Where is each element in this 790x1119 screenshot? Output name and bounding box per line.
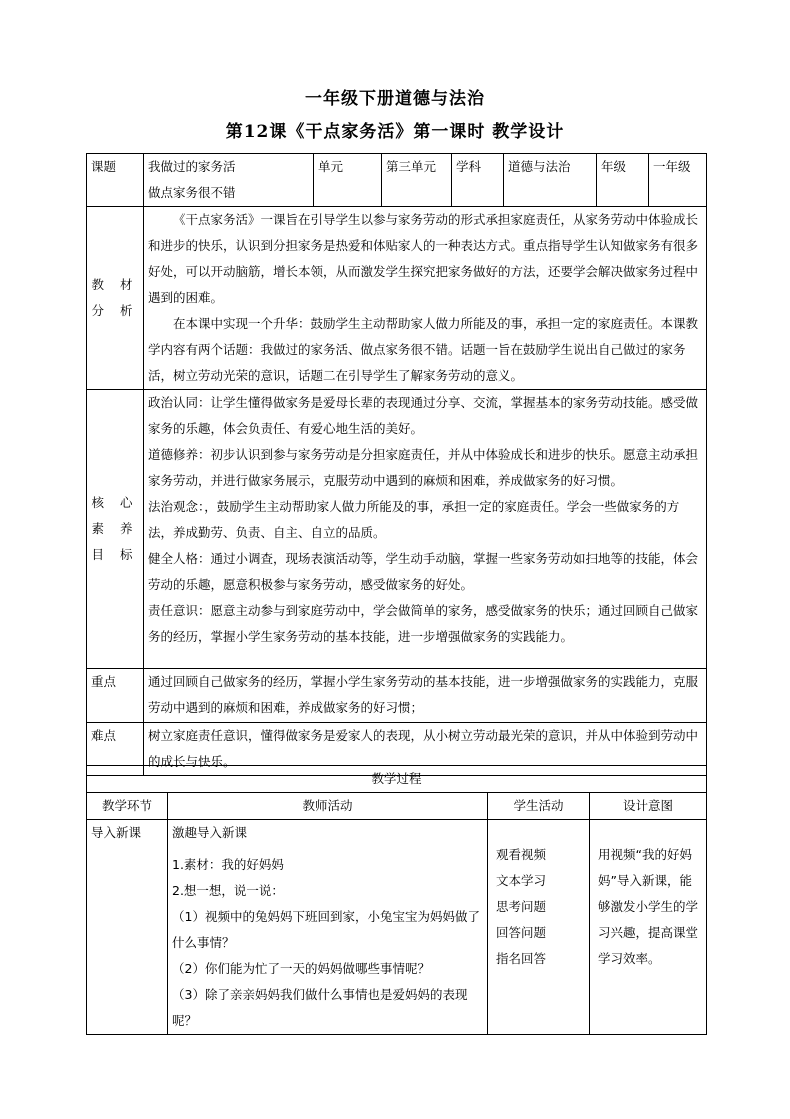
literacy-item: 健全人格：通过小调查，现场表演活动等，学生动手动脑，掌握一些家务劳动如扫地等的技能，体会劳动的乐趣，愿意积极参与家务劳动，感受做家务的好处。 (148, 551, 699, 592)
analysis-label (87, 207, 144, 390)
student-activity-line: 观看视频 (496, 847, 547, 862)
unit-value: 第三单元 (382, 154, 452, 207)
unit-label: 单元 (314, 154, 382, 207)
teacher-activity-line: （2）你们能为忙了一天的妈妈做哪些事情呢？ (172, 961, 430, 976)
design-intent-text: 用视频“我的好妈妈”导入新课，能够激发小学生的学习兴趣，提高课堂学习效率。 (598, 847, 699, 966)
analysis-row (87, 207, 707, 390)
analysis-label-2: 分 析 (91, 303, 139, 318)
literacy-label (87, 390, 144, 669)
literacy-label-2: 素 养 (91, 521, 139, 536)
topic-value (144, 154, 314, 207)
column-header-stage: 教学环节 (87, 793, 168, 820)
teaching-process-table (86, 765, 707, 1035)
key-point-text: 通过回顾自己做家务的经历，掌握小学生家务劳动的基本技能，进一步增强做家务的实践能力，克服劳动中遇到的麻烦和困难，养成做家务的好习惯； (144, 669, 707, 723)
analysis-paragraph-2: 在本课中实现一个升华：鼓励学生主动帮助家人做力所能及的事，承担一定的家庭责任。本课教学内容有两个话题：我做过的家务活、做点家务很不错。话题一旨在鼓励学生说出自己做过的家务活，树立劳动光荣的意识，话题二在引导学生了解家务劳动的意义。 (148, 316, 699, 383)
column-header-intent: 设计意图 (590, 793, 707, 820)
teacher-activity-title: 激趣导入新课 (172, 825, 248, 840)
info-row (87, 154, 707, 207)
difficulty-label: 难点 (87, 723, 144, 776)
teacher-activity-line: （3）除了亲亲妈妈我们做什么事情也是爱妈妈的表现呢？ (172, 987, 468, 1028)
student-activity-line: 思考问题 (496, 899, 547, 914)
key-point-label: 重点 (87, 669, 144, 723)
student-activity-cell (488, 820, 590, 1035)
subject-label: 学科 (452, 154, 504, 207)
process-header-row (87, 793, 707, 820)
topic-line-1: 我做过的家务活 (148, 159, 236, 174)
teacher-activity-line: 2.想一想，说一说： (172, 883, 284, 898)
column-header-teacher: 教师活动 (168, 793, 488, 820)
topic-line-2: 做点家务很不错 (148, 185, 236, 200)
key-point-row (87, 669, 707, 723)
literacy-item: 政治认同：让学生懂得做家务是爱母长辈的表现通过分享、交流，掌握基本的家务劳动技能。感受做家务的乐趣，体会负责任、有爱心地生活的美好。 (148, 395, 699, 436)
literacy-item: 道德修养：初步认识到参与家务劳动是分担家庭责任，并从中体验成长和进步的快乐。愿意主动承担家务劳动，并进行做家务展示，克服劳动中遇到的麻烦和困难，养成做家务的好习惯。 (148, 447, 699, 488)
teacher-activity-cell (168, 820, 488, 1035)
column-header-student: 学生活动 (488, 793, 590, 820)
literacy-row (87, 390, 707, 669)
literacy-item: 责任意识：愿意主动参与到家庭劳动中，学会做简单的家务，感受做家务的快乐；通过回顾自己做家务的经历，掌握小学生家务劳动的基本技能，进一步增强做家务的实践能力。 (148, 603, 699, 644)
analysis-paragraph-1: 《干点家务活》一课旨在引导学生以参与家务劳动的形式承担家庭责任，从家务劳动中体验成长和进步的快乐，认识到分担家务是热爱和体贴家人的一种表达方式。重点指导学生认知做家务有很多好处，可以开动脑筋，增长本领，从而激发学生探究把家务做好的方法，还要学会解决做家务过程中遇到的困难。 (148, 212, 699, 305)
analysis-content (144, 207, 707, 390)
topic-label: 课题 (87, 154, 144, 207)
process-heading: 教学过程 (87, 766, 707, 793)
student-activity-line: 指名回答 (496, 951, 547, 966)
stage-cell: 导入新课 (87, 820, 168, 1035)
document-subtitle: 第12课《干点家务活》第一课时 教学设计 (225, 122, 565, 142)
process-row-intro (87, 820, 707, 1035)
teacher-activity-line: 1.素材：我的好妈妈 (172, 857, 284, 872)
teacher-activity-line: （1）视频中的兔妈妈下班回到家，小兔宝宝为妈妈做了什么事情？ (172, 909, 480, 950)
lesson-info-table (86, 153, 707, 776)
grade-value: 一年级 (649, 154, 707, 207)
analysis-label-1: 教 材 (91, 277, 139, 292)
design-intent-cell (590, 820, 707, 1035)
literacy-content (144, 390, 707, 669)
process-heading-row (87, 766, 707, 793)
grade-label: 年级 (597, 154, 649, 207)
student-activity-line: 回答问题 (496, 925, 547, 940)
literacy-label-3: 目 标 (91, 547, 139, 562)
document-title: 一年级下册道德与法治 (305, 89, 485, 109)
difficulty-text: 树立家庭责任意识，懂得做家务是爱家人的表现，从小树立劳动最光荣的意识，并从中体验到劳动中的成长与快乐。 (144, 723, 707, 776)
student-activity-line: 文本学习 (496, 873, 547, 888)
literacy-item: 法治观念：，鼓励学生主动帮助家人做力所能及的事，承担一定的家庭责任。学会一些做家务的方法，养成勤劳、负责、自主、自立的品质。 (148, 499, 680, 540)
literacy-label-1: 核 心 (91, 495, 139, 510)
subject-value: 道德与法治 (504, 154, 597, 207)
